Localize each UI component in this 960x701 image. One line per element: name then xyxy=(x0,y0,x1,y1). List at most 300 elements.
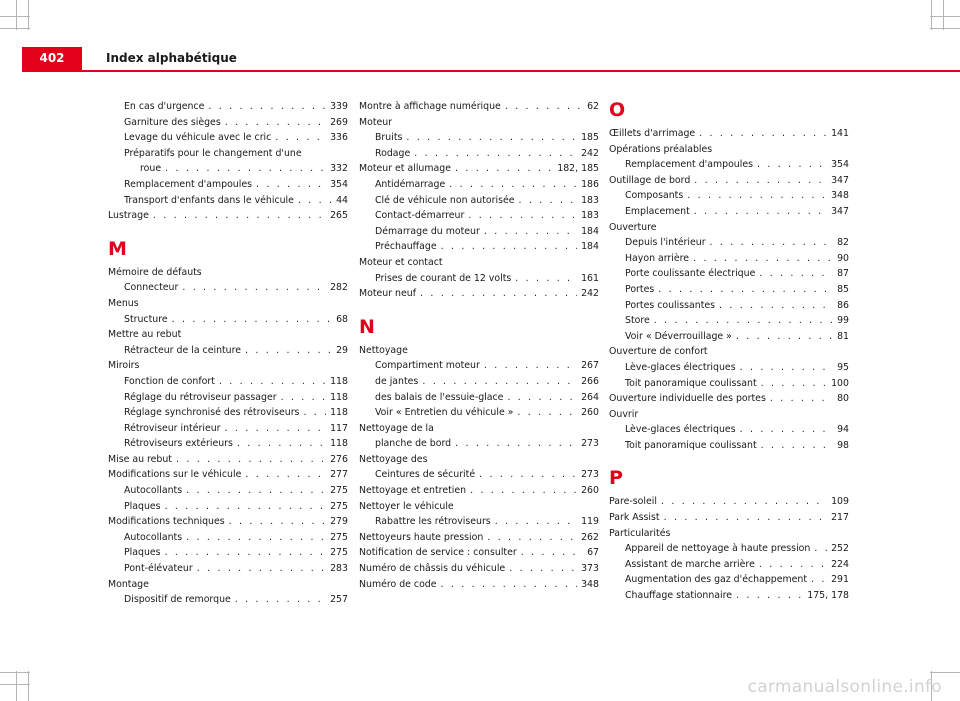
leader-dots xyxy=(153,208,326,224)
entry-label: Mettre au rebut xyxy=(108,329,182,341)
entry-page-number[interactable]: 339 xyxy=(330,101,348,112)
leader-dots xyxy=(761,376,827,392)
leader-dots xyxy=(165,161,326,177)
entry-label: Ceintures de sécurité xyxy=(375,469,476,481)
entry-page-number[interactable]: 87 xyxy=(837,268,849,280)
index-subentry xyxy=(359,467,599,483)
index-letter-heading: M xyxy=(108,237,127,260)
entry-label: Mémoire de défauts xyxy=(108,266,202,278)
entry-page-number[interactable]: 81 xyxy=(837,330,849,342)
entry-page-number[interactable]: 269 xyxy=(330,116,348,128)
entry-label: Dispositif de remorque xyxy=(124,594,231,606)
leader-dots xyxy=(515,271,577,287)
leader-dots xyxy=(441,239,577,255)
entry-label: Compartiment moteur xyxy=(375,360,480,372)
leader-dots xyxy=(182,280,326,296)
entry-label: Modifications sur le véhicule xyxy=(108,469,242,481)
entry-page-number[interactable]: 118 xyxy=(330,375,348,387)
leader-dots xyxy=(654,313,833,329)
index-subentry xyxy=(108,499,348,515)
index-subentry xyxy=(108,312,348,328)
index-subentry xyxy=(359,358,599,374)
leader-dots xyxy=(229,514,326,530)
entry-label: Porte coulissante électrique xyxy=(625,268,756,280)
crop-mark xyxy=(0,28,30,29)
index-subentry xyxy=(108,421,348,437)
entry-page-number[interactable]: 85 xyxy=(837,283,849,295)
index-entry xyxy=(359,255,599,271)
index-subentry xyxy=(609,313,849,329)
index-subentry xyxy=(108,343,348,359)
crop-mark xyxy=(931,0,932,30)
entry-label: Rodage xyxy=(375,147,411,159)
index-entry xyxy=(609,526,849,542)
crop-mark xyxy=(0,684,30,685)
index-subentry xyxy=(609,188,849,204)
index-letter-heading: P xyxy=(609,467,623,490)
leader-dots xyxy=(509,561,577,577)
entry-page-number[interactable]: 264 xyxy=(581,391,599,403)
entry-label: Rétroviseurs extérieurs xyxy=(124,438,233,450)
entry-page-number[interactable]: 354 xyxy=(831,159,849,171)
entry-page-number[interactable]: 186 xyxy=(581,178,599,190)
entry-label: Pont-élévateur xyxy=(124,563,193,575)
leader-dots xyxy=(719,298,833,314)
index-entry xyxy=(108,327,348,343)
entry-label: Ouverture de confort xyxy=(609,346,708,358)
entry-page-number[interactable]: 260 xyxy=(581,407,599,419)
entry-label: Voir « Déverrouillage » xyxy=(625,330,732,342)
entry-page-number[interactable]: 260 xyxy=(581,485,599,497)
entry-label: Moteur et allumage xyxy=(359,163,451,175)
leader-dots xyxy=(693,251,833,267)
index-subentry xyxy=(108,436,348,452)
entry-page-number[interactable]: 217 xyxy=(831,512,849,524)
entry-label: Composants xyxy=(625,190,684,202)
index-entry xyxy=(359,452,599,468)
entry-page-number[interactable]: 90 xyxy=(837,252,849,264)
entry-label: Prises de courant de 12 volts xyxy=(375,272,512,284)
entry-page-number[interactable]: 141 xyxy=(831,128,849,139)
index-entry xyxy=(359,530,599,546)
index-entry xyxy=(359,499,599,515)
index-subentry xyxy=(108,115,348,131)
index-column-3 xyxy=(609,99,849,604)
index-entry xyxy=(108,265,348,281)
entry-page-number[interactable]: 62 xyxy=(587,101,599,112)
entry-page-number[interactable]: 80 xyxy=(837,393,849,405)
leader-dots xyxy=(694,204,827,220)
index-subentry xyxy=(609,251,849,267)
leader-dots xyxy=(275,130,326,146)
index-entry xyxy=(609,494,849,510)
index-subentry xyxy=(359,224,599,240)
entry-label: Autocollants xyxy=(124,531,183,543)
entry-label: Pare-soleil xyxy=(609,496,657,508)
leader-dots xyxy=(484,224,577,240)
entry-page-number[interactable]: 291 xyxy=(831,574,849,586)
crop-mark xyxy=(28,671,29,701)
index-entry xyxy=(609,126,849,142)
entry-page-number[interactable]: 118 xyxy=(330,391,348,403)
index-subentry xyxy=(609,572,849,588)
crop-mark xyxy=(0,672,30,673)
entry-label: Préparatifs pour le changement d'une xyxy=(124,147,302,159)
entry-label: Appareil de nettoyage à haute pression xyxy=(625,543,811,555)
index-subentry xyxy=(609,298,849,314)
entry-page-number[interactable]: 275 xyxy=(330,485,348,497)
entry-page-number[interactable]: 276 xyxy=(330,453,348,465)
entry-page-number[interactable]: 267 xyxy=(581,360,599,372)
entry-page-number[interactable]: 118 xyxy=(330,407,348,419)
entry-page-number[interactable]: 257 xyxy=(330,594,348,606)
entry-label: Depuis l'intérieur xyxy=(625,237,706,249)
entry-label: roue xyxy=(140,163,162,175)
leader-dots xyxy=(699,126,827,142)
index-subentry xyxy=(108,561,348,577)
leader-dots xyxy=(736,329,833,345)
entry-label: Rabattre les rétroviseurs xyxy=(375,516,491,528)
entry-label: Augmentation des gaz d'échappement xyxy=(625,574,808,586)
entry-page-number[interactable]: 348 xyxy=(831,190,849,202)
index-subentry xyxy=(108,130,348,146)
entry-page-number[interactable]: 86 xyxy=(837,299,849,311)
entry-label: Portes xyxy=(625,283,655,295)
index-subentry xyxy=(609,438,849,454)
entry-page-number[interactable]: 224 xyxy=(831,558,849,570)
entry-page-number[interactable]: 94 xyxy=(837,424,849,436)
page-header xyxy=(22,47,960,72)
index-subentry xyxy=(108,146,348,162)
leader-dots xyxy=(664,510,828,526)
entry-page-number[interactable]: 175, 178 xyxy=(807,590,849,602)
index-entry xyxy=(359,115,599,131)
leader-dots xyxy=(658,282,833,298)
entry-page-number[interactable]: 119 xyxy=(581,516,599,528)
index-entry xyxy=(609,220,849,236)
entry-label: Rétroviseur intérieur xyxy=(124,422,221,434)
leader-dots xyxy=(225,115,326,131)
index-subentry xyxy=(108,374,348,390)
index-entry xyxy=(359,545,599,561)
index-subentry xyxy=(108,405,348,421)
leader-dots xyxy=(694,173,827,189)
index-entry xyxy=(359,343,599,359)
entry-label: Numéro de code xyxy=(359,578,437,590)
entry-label: Garniture des sièges xyxy=(124,116,221,128)
entry-label: Lustrage xyxy=(108,210,149,222)
entry-label: Remplacement d'ampoules xyxy=(625,159,754,171)
entry-label: Outillage de bord xyxy=(609,174,691,186)
index-subentry xyxy=(609,266,849,282)
index-entry xyxy=(108,452,348,468)
entry-page-number[interactable]: 182, 185 xyxy=(557,163,599,175)
leader-dots xyxy=(740,422,833,438)
index-subentry xyxy=(108,99,348,115)
index-subentry xyxy=(609,557,849,573)
index-entry xyxy=(359,561,599,577)
watermark: carmanualsonline.info xyxy=(747,677,942,697)
leader-dots xyxy=(245,343,332,359)
entry-page-number[interactable]: 279 xyxy=(330,516,348,528)
entry-label: Particularités xyxy=(609,527,671,539)
leader-dots xyxy=(468,208,577,224)
index-letter-heading: N xyxy=(359,315,375,338)
leader-dots xyxy=(710,235,834,251)
crop-mark xyxy=(16,0,17,30)
entry-label: Nettoyage xyxy=(359,344,408,356)
index-subentry xyxy=(359,271,599,287)
index-entry xyxy=(359,161,599,177)
leader-dots xyxy=(484,358,577,374)
entry-label: Antidémarrage xyxy=(375,178,446,190)
entry-page-number[interactable]: 98 xyxy=(837,439,849,451)
entry-label: Clé de véhicule non autorisée xyxy=(375,194,515,206)
leader-dots xyxy=(759,557,827,573)
entry-page-number[interactable]: 117 xyxy=(330,422,348,434)
entry-label: Portes coulissantes xyxy=(625,299,716,311)
entry-page-number[interactable]: 183 xyxy=(581,210,599,222)
leader-dots xyxy=(505,99,583,115)
entry-page-number[interactable]: 275 xyxy=(330,547,348,559)
entry-page-number[interactable]: 67 xyxy=(587,547,599,559)
entry-page-number[interactable]: 68 xyxy=(336,313,348,325)
leader-dots xyxy=(455,161,553,177)
entry-page-number[interactable]: 95 xyxy=(837,361,849,373)
entry-label: Structure xyxy=(124,313,168,325)
leader-dots xyxy=(519,193,578,209)
entry-page-number[interactable]: 275 xyxy=(330,500,348,512)
entry-label: Montre à affichage numérique xyxy=(359,101,501,112)
leader-dots xyxy=(757,157,827,173)
entry-label: Toit panoramique coulissant xyxy=(625,439,757,451)
entry-label: Ouverture xyxy=(609,221,657,233)
entry-label: Plaques xyxy=(124,547,161,559)
index-subentry xyxy=(609,157,849,173)
entry-page-number[interactable]: 347 xyxy=(831,174,849,186)
index-subentry xyxy=(359,390,599,406)
leader-dots xyxy=(186,530,326,546)
index-entry xyxy=(609,391,849,407)
leader-dots xyxy=(736,588,803,604)
entry-page-number[interactable]: 252 xyxy=(831,543,849,555)
leader-dots xyxy=(256,177,326,193)
index-entry xyxy=(108,514,348,530)
index-subentry xyxy=(108,545,348,561)
entry-page-number[interactable]: 354 xyxy=(330,178,348,190)
index-subentry xyxy=(359,130,599,146)
index-entry xyxy=(609,173,849,189)
entry-label: Œillets d'arrimage xyxy=(609,128,696,139)
index-subentry xyxy=(359,193,599,209)
index-subentry xyxy=(108,592,348,608)
leader-dots xyxy=(165,545,327,561)
entry-label: Moteur et contact xyxy=(359,256,443,268)
leader-dots xyxy=(770,391,833,407)
entry-label: Ouverture individuelle des portes xyxy=(609,393,766,405)
entry-page-number[interactable]: 82 xyxy=(837,237,849,249)
entry-page-number[interactable]: 283 xyxy=(330,563,348,575)
entry-label: Levage du véhicule avec le cric xyxy=(124,132,272,144)
leader-dots xyxy=(208,99,326,115)
entry-page-number[interactable]: 161 xyxy=(581,272,599,284)
entry-label: planche de bord xyxy=(375,438,452,450)
entry-label: En cas d'urgence xyxy=(124,101,205,112)
entry-page-number[interactable]: 262 xyxy=(581,531,599,543)
entry-label: Assistant de marche arrière xyxy=(625,558,755,570)
leader-dots xyxy=(479,467,577,483)
leader-dots xyxy=(281,390,327,406)
index-subentry xyxy=(609,235,849,251)
index-subentry xyxy=(609,376,849,392)
index-subentry xyxy=(359,374,599,390)
leader-dots xyxy=(245,467,326,483)
entry-page-number[interactable]: 277 xyxy=(330,469,348,481)
entry-page-number[interactable]: 282 xyxy=(330,282,348,294)
entry-page-number[interactable]: 184 xyxy=(581,241,599,253)
index-entry xyxy=(108,358,348,374)
entry-label: Autocollants xyxy=(124,485,183,497)
entry-label: Emplacement xyxy=(625,205,690,217)
index-entry xyxy=(609,510,849,526)
entry-label: Moteur xyxy=(359,116,393,128)
leader-dots xyxy=(811,572,827,588)
index-subentry xyxy=(359,436,599,452)
index-entry xyxy=(359,421,599,437)
index-subentry xyxy=(609,588,849,604)
leader-dots xyxy=(521,545,583,561)
leader-dots xyxy=(455,436,577,452)
leader-dots xyxy=(470,483,577,499)
index-subentry xyxy=(359,146,599,162)
entry-page-number[interactable]: 44 xyxy=(336,194,348,206)
entry-page-number[interactable]: 99 xyxy=(837,315,849,327)
leader-dots xyxy=(517,405,577,421)
entry-page-number[interactable]: 109 xyxy=(831,496,849,508)
crop-mark xyxy=(930,28,960,29)
crop-mark xyxy=(943,0,944,30)
entry-label: Hayon arrière xyxy=(625,252,690,264)
index-subentry xyxy=(108,193,348,209)
entry-page-number[interactable]: 332 xyxy=(330,163,348,175)
crop-mark xyxy=(930,16,960,17)
entry-label: Contact-démarreur xyxy=(375,210,465,222)
index-entry xyxy=(108,577,348,593)
entry-page-number[interactable]: 118 xyxy=(330,438,348,450)
index-subentry xyxy=(108,530,348,546)
index-subentry xyxy=(609,282,849,298)
index-subentry xyxy=(609,204,849,220)
entry-label: Bruits xyxy=(375,132,403,144)
entry-label: Lève-glaces électriques xyxy=(625,361,736,373)
index-subentry xyxy=(108,483,348,499)
index-entry xyxy=(359,99,599,115)
leader-dots xyxy=(237,436,326,452)
index-entry xyxy=(609,142,849,158)
entry-label: Démarrage du moteur xyxy=(375,225,480,237)
leader-dots xyxy=(495,514,577,530)
leader-dots xyxy=(740,360,833,376)
entry-label: Préchauffage xyxy=(375,241,437,253)
entry-label: Toit panoramique coulissant xyxy=(625,377,757,389)
leader-dots xyxy=(422,374,577,390)
leader-dots xyxy=(414,146,577,162)
entry-label: Miroirs xyxy=(108,360,140,372)
entry-label: Nettoyage des xyxy=(359,453,428,465)
entry-page-number[interactable]: 183 xyxy=(581,194,599,206)
entry-label: Connecteur xyxy=(124,282,179,294)
entry-label: Mise au rebut xyxy=(108,453,172,465)
entry-label: Nettoyer le véhicule xyxy=(359,500,454,512)
entry-page-number[interactable]: 373 xyxy=(581,563,599,575)
index-subentry xyxy=(359,208,599,224)
entry-label: Moteur neuf xyxy=(359,288,416,300)
index-subentry xyxy=(108,280,348,296)
leader-dots xyxy=(186,483,326,499)
index-subentry xyxy=(609,422,849,438)
entry-page-number[interactable]: 275 xyxy=(330,531,348,543)
crop-mark xyxy=(16,671,17,701)
entry-label: Opérations préalables xyxy=(609,143,713,155)
entry-page-number[interactable]: 273 xyxy=(581,438,599,450)
entry-label: Remplacement d'ampoules xyxy=(124,178,253,190)
entry-label: Montage xyxy=(108,578,149,590)
leader-dots xyxy=(487,530,577,546)
leader-dots xyxy=(661,494,827,510)
entry-page-number[interactable]: 29 xyxy=(336,344,348,356)
index-entry xyxy=(609,344,849,360)
crop-mark xyxy=(930,672,960,673)
leader-dots xyxy=(172,312,332,328)
entry-page-number[interactable]: 265 xyxy=(330,210,348,222)
leader-dots xyxy=(687,188,827,204)
entry-page-number[interactable]: 273 xyxy=(581,469,599,481)
index-subentry xyxy=(108,390,348,406)
entry-page-number[interactable]: 266 xyxy=(581,375,599,387)
entry-label: Transport d'enfants dans le véhicule xyxy=(124,194,294,206)
entry-page-number[interactable]: 348 xyxy=(581,578,599,590)
leader-dots xyxy=(303,405,326,421)
index-subentry xyxy=(359,405,599,421)
index-subentry xyxy=(359,239,599,255)
index-subentry xyxy=(359,514,599,530)
entry-label: Plaques xyxy=(124,500,161,512)
entry-page-number[interactable]: 336 xyxy=(330,132,348,144)
leader-dots xyxy=(420,286,577,302)
entry-label: Lève-glaces électriques xyxy=(625,424,736,436)
entry-label: des balais de l'essuie-glace xyxy=(375,391,504,403)
leader-dots xyxy=(298,193,332,209)
index-subentry xyxy=(108,177,348,193)
index-letter-heading: O xyxy=(609,99,626,121)
entry-label: Réglage du rétroviseur passager xyxy=(124,391,277,403)
entry-label: Menus xyxy=(108,297,139,309)
index-column-2 xyxy=(359,99,599,592)
leader-dots xyxy=(761,438,833,454)
entry-page-number[interactable]: 185 xyxy=(581,132,599,144)
entry-page-number[interactable]: 347 xyxy=(831,205,849,217)
entry-page-number[interactable]: 184 xyxy=(581,225,599,237)
entry-page-number[interactable]: 100 xyxy=(831,377,849,389)
index-subentry xyxy=(108,161,348,177)
leader-dots xyxy=(235,592,326,608)
index-subentry xyxy=(609,541,849,557)
leader-dots xyxy=(219,374,326,390)
entry-label: Modifications techniques xyxy=(108,516,225,528)
entry-page-number[interactable]: 242 xyxy=(581,288,599,300)
entry-page-number[interactable]: 242 xyxy=(581,147,599,159)
entry-label: Nettoyage et entretien xyxy=(359,485,467,497)
